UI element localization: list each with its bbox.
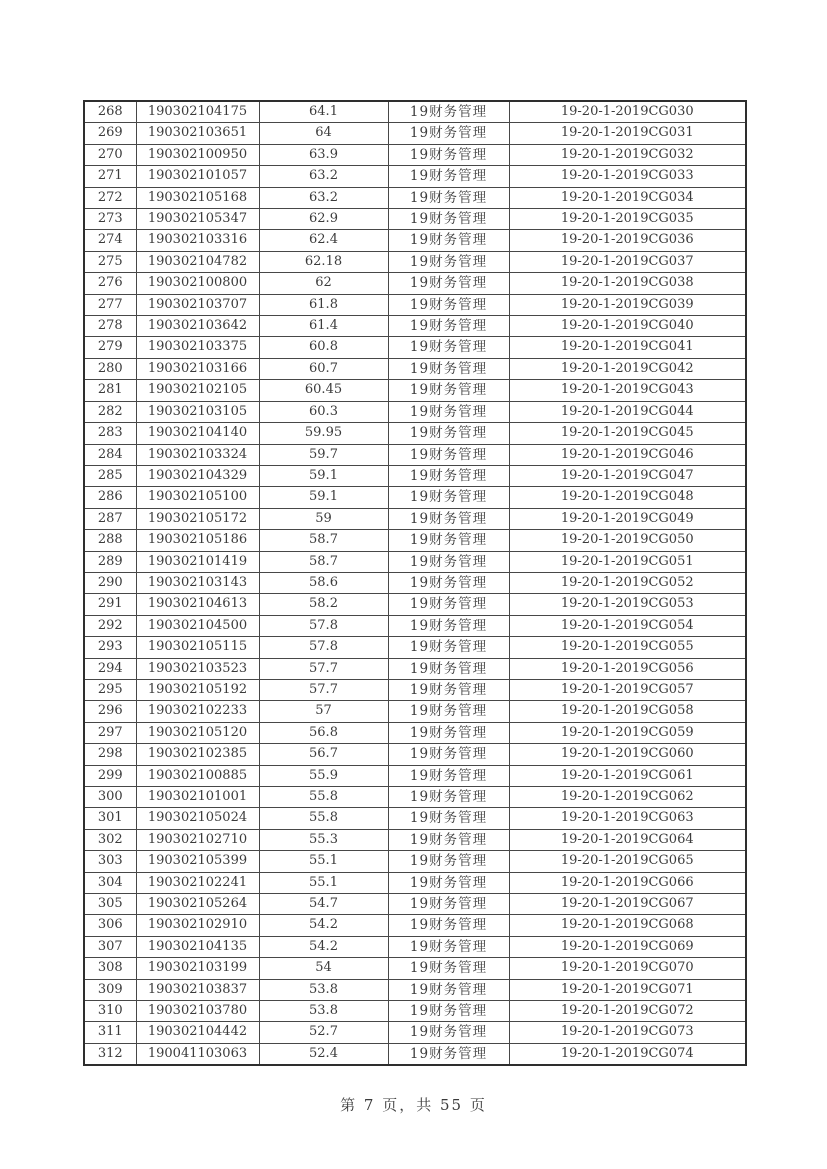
table-row	[84, 551, 746, 572]
cell-student-id: 190302104500	[136, 615, 259, 636]
cell-score: 58.2	[259, 594, 388, 615]
cell-row-number: 288	[84, 530, 136, 551]
cell-course-code: 19-20-1-2019CG037	[509, 251, 746, 272]
table-row	[84, 209, 746, 230]
cell-course-code: 19-20-1-2019CG072	[509, 1001, 746, 1022]
table-row	[84, 679, 746, 700]
cell-student-id: 190302104140	[136, 423, 259, 444]
cell-class-name: 19财务管理	[388, 101, 509, 123]
cell-row-number: 302	[84, 829, 136, 850]
table-row	[84, 572, 746, 593]
cell-score: 55.3	[259, 829, 388, 850]
cell-course-code: 19-20-1-2019CG041	[509, 337, 746, 358]
cell-class-name: 19财务管理	[388, 530, 509, 551]
cell-student-id: 190302104329	[136, 465, 259, 486]
cell-class-name: 19财务管理	[388, 1001, 509, 1022]
table-row	[84, 851, 746, 872]
cell-student-id: 190302105399	[136, 851, 259, 872]
cell-row-number: 303	[84, 851, 136, 872]
cell-row-number: 311	[84, 1022, 136, 1043]
cell-score: 56.8	[259, 722, 388, 743]
cell-course-code: 19-20-1-2019CG035	[509, 209, 746, 230]
table-row	[84, 594, 746, 615]
cell-score: 61.8	[259, 294, 388, 315]
table-row	[84, 530, 746, 551]
cell-class-name: 19财务管理	[388, 465, 509, 486]
cell-student-id: 190302102385	[136, 744, 259, 765]
cell-row-number: 290	[84, 572, 136, 593]
cell-score: 60.3	[259, 401, 388, 422]
cell-row-number: 306	[84, 915, 136, 936]
cell-score: 59	[259, 508, 388, 529]
cell-class-name: 19财务管理	[388, 658, 509, 679]
cell-score: 54.2	[259, 915, 388, 936]
cell-class-name: 19财务管理	[388, 209, 509, 230]
cell-class-name: 19财务管理	[388, 508, 509, 529]
cell-class-name: 19财务管理	[388, 230, 509, 251]
cell-class-name: 19财务管理	[388, 551, 509, 572]
cell-row-number: 269	[84, 123, 136, 144]
cell-course-code: 19-20-1-2019CG066	[509, 872, 746, 893]
cell-student-id: 190302104175	[136, 101, 259, 123]
cell-class-name: 19财务管理	[388, 872, 509, 893]
table-row	[84, 701, 746, 722]
cell-student-id: 190302103642	[136, 316, 259, 337]
cell-course-code: 19-20-1-2019CG056	[509, 658, 746, 679]
cell-row-number: 293	[84, 637, 136, 658]
table-row	[84, 637, 746, 658]
table-row	[84, 187, 746, 208]
cell-class-name: 19财务管理	[388, 679, 509, 700]
cell-student-id: 190302100800	[136, 273, 259, 294]
cell-course-code: 19-20-1-2019CG045	[509, 423, 746, 444]
cell-student-id: 190302105264	[136, 894, 259, 915]
cell-student-id: 190302103651	[136, 123, 259, 144]
cell-course-code: 19-20-1-2019CG051	[509, 551, 746, 572]
cell-student-id: 190302105024	[136, 808, 259, 829]
cell-student-id: 190302103837	[136, 979, 259, 1000]
cell-row-number: 279	[84, 337, 136, 358]
cell-course-code: 19-20-1-2019CG040	[509, 316, 746, 337]
cell-student-id: 190302103375	[136, 337, 259, 358]
cell-row-number: 280	[84, 358, 136, 379]
cell-score: 60.8	[259, 337, 388, 358]
table-row	[84, 251, 746, 272]
cell-class-name: 19财务管理	[388, 444, 509, 465]
cell-score: 55.1	[259, 851, 388, 872]
cell-score: 57	[259, 701, 388, 722]
results-table-body	[84, 101, 746, 1065]
cell-class-name: 19财务管理	[388, 936, 509, 957]
cell-row-number: 287	[84, 508, 136, 529]
table-row	[84, 765, 746, 786]
cell-student-id: 190302102105	[136, 380, 259, 401]
cell-class-name: 19财务管理	[388, 894, 509, 915]
cell-student-id: 190302105168	[136, 187, 259, 208]
cell-score: 60.7	[259, 358, 388, 379]
cell-class-name: 19财务管理	[388, 851, 509, 872]
cell-course-code: 19-20-1-2019CG031	[509, 123, 746, 144]
cell-row-number: 272	[84, 187, 136, 208]
table-row	[84, 958, 746, 979]
table-row	[84, 915, 746, 936]
cell-score: 62.18	[259, 251, 388, 272]
cell-class-name: 19财务管理	[388, 701, 509, 722]
cell-score: 55.8	[259, 787, 388, 808]
cell-student-id: 190302101001	[136, 787, 259, 808]
cell-class-name: 19财务管理	[388, 915, 509, 936]
cell-row-number: 291	[84, 594, 136, 615]
cell-course-code: 19-20-1-2019CG074	[509, 1043, 746, 1065]
cell-course-code: 19-20-1-2019CG050	[509, 530, 746, 551]
cell-student-id: 190302100885	[136, 765, 259, 786]
table-row	[84, 101, 746, 123]
cell-row-number: 268	[84, 101, 136, 123]
table-row	[84, 508, 746, 529]
cell-course-code: 19-20-1-2019CG058	[509, 701, 746, 722]
table-row	[84, 230, 746, 251]
cell-score: 55.8	[259, 808, 388, 829]
cell-course-code: 19-20-1-2019CG070	[509, 958, 746, 979]
cell-student-id: 190302102910	[136, 915, 259, 936]
table-row	[84, 1043, 746, 1065]
cell-class-name: 19财务管理	[388, 401, 509, 422]
cell-class-name: 19财务管理	[388, 144, 509, 165]
cell-student-id: 190302105347	[136, 209, 259, 230]
cell-course-code: 19-20-1-2019CG048	[509, 487, 746, 508]
cell-class-name: 19财务管理	[388, 615, 509, 636]
cell-course-code: 19-20-1-2019CG046	[509, 444, 746, 465]
cell-class-name: 19财务管理	[388, 251, 509, 272]
cell-student-id: 190302105115	[136, 637, 259, 658]
cell-class-name: 19财务管理	[388, 1043, 509, 1065]
cell-class-name: 19财务管理	[388, 744, 509, 765]
table-row	[84, 1022, 746, 1043]
cell-class-name: 19财务管理	[388, 273, 509, 294]
table-row	[84, 273, 746, 294]
cell-course-code: 19-20-1-2019CG038	[509, 273, 746, 294]
cell-course-code: 19-20-1-2019CG039	[509, 294, 746, 315]
cell-class-name: 19财务管理	[388, 316, 509, 337]
cell-course-code: 19-20-1-2019CG060	[509, 744, 746, 765]
table-row	[84, 401, 746, 422]
cell-class-name: 19财务管理	[388, 808, 509, 829]
cell-score: 57.8	[259, 637, 388, 658]
cell-score: 63.2	[259, 187, 388, 208]
cell-course-code: 19-20-1-2019CG032	[509, 144, 746, 165]
cell-score: 61.4	[259, 316, 388, 337]
cell-course-code: 19-20-1-2019CG064	[509, 829, 746, 850]
table-row	[84, 166, 746, 187]
cell-course-code: 19-20-1-2019CG047	[509, 465, 746, 486]
page-footer: 第 7 页，共 55 页	[340, 1096, 487, 1114]
cell-student-id: 190302103707	[136, 294, 259, 315]
cell-row-number: 289	[84, 551, 136, 572]
cell-course-code: 19-20-1-2019CG043	[509, 380, 746, 401]
table-row	[84, 123, 746, 144]
cell-row-number: 278	[84, 316, 136, 337]
cell-row-number: 282	[84, 401, 136, 422]
cell-score: 64.1	[259, 101, 388, 123]
cell-student-id: 190041103063	[136, 1043, 259, 1065]
cell-score: 54.2	[259, 936, 388, 957]
table-row	[84, 444, 746, 465]
cell-class-name: 19财务管理	[388, 787, 509, 808]
cell-class-name: 19财务管理	[388, 958, 509, 979]
cell-row-number: 273	[84, 209, 136, 230]
cell-score: 57.7	[259, 679, 388, 700]
results-table	[83, 100, 747, 1066]
cell-row-number: 281	[84, 380, 136, 401]
cell-course-code: 19-20-1-2019CG030	[509, 101, 746, 123]
cell-course-code: 19-20-1-2019CG065	[509, 851, 746, 872]
cell-score: 62.9	[259, 209, 388, 230]
cell-score: 59.1	[259, 487, 388, 508]
cell-row-number: 312	[84, 1043, 136, 1065]
table-row	[84, 787, 746, 808]
cell-score: 54.7	[259, 894, 388, 915]
cell-score: 59.7	[259, 444, 388, 465]
table-row	[84, 936, 746, 957]
cell-course-code: 19-20-1-2019CG068	[509, 915, 746, 936]
cell-score: 52.7	[259, 1022, 388, 1043]
cell-row-number: 305	[84, 894, 136, 915]
cell-student-id: 190302103143	[136, 572, 259, 593]
cell-score: 63.2	[259, 166, 388, 187]
cell-row-number: 307	[84, 936, 136, 957]
table-row	[84, 615, 746, 636]
cell-score: 58.7	[259, 530, 388, 551]
cell-student-id: 190302105100	[136, 487, 259, 508]
table-row	[84, 979, 746, 1000]
cell-student-id: 190302101057	[136, 166, 259, 187]
cell-student-id: 190302102241	[136, 872, 259, 893]
table-row	[84, 358, 746, 379]
cell-student-id: 190302103166	[136, 358, 259, 379]
cell-course-code: 19-20-1-2019CG055	[509, 637, 746, 658]
table-row	[84, 722, 746, 743]
cell-row-number: 284	[84, 444, 136, 465]
table-row	[84, 894, 746, 915]
cell-class-name: 19财务管理	[388, 594, 509, 615]
cell-row-number: 309	[84, 979, 136, 1000]
table-row	[84, 808, 746, 829]
cell-course-code: 19-20-1-2019CG059	[509, 722, 746, 743]
cell-score: 62	[259, 273, 388, 294]
cell-course-code: 19-20-1-2019CG073	[509, 1022, 746, 1043]
table-row	[84, 380, 746, 401]
cell-student-id: 190302104613	[136, 594, 259, 615]
cell-class-name: 19财务管理	[388, 637, 509, 658]
cell-score: 64	[259, 123, 388, 144]
cell-score: 58.7	[259, 551, 388, 572]
cell-class-name: 19财务管理	[388, 572, 509, 593]
cell-course-code: 19-20-1-2019CG044	[509, 401, 746, 422]
cell-row-number: 296	[84, 701, 136, 722]
table-row	[84, 744, 746, 765]
cell-row-number: 308	[84, 958, 136, 979]
cell-score: 53.8	[259, 1001, 388, 1022]
cell-class-name: 19财务管理	[388, 487, 509, 508]
cell-course-code: 19-20-1-2019CG054	[509, 615, 746, 636]
cell-score: 60.45	[259, 380, 388, 401]
cell-course-code: 19-20-1-2019CG067	[509, 894, 746, 915]
cell-student-id: 190302100950	[136, 144, 259, 165]
cell-student-id: 190302105186	[136, 530, 259, 551]
cell-score: 55.9	[259, 765, 388, 786]
cell-course-code: 19-20-1-2019CG053	[509, 594, 746, 615]
cell-score: 58.6	[259, 572, 388, 593]
table-row	[84, 294, 746, 315]
cell-score: 57.8	[259, 615, 388, 636]
cell-row-number: 310	[84, 1001, 136, 1022]
cell-class-name: 19财务管理	[388, 380, 509, 401]
cell-score: 52.4	[259, 1043, 388, 1065]
table-row	[84, 465, 746, 486]
cell-class-name: 19财务管理	[388, 722, 509, 743]
cell-class-name: 19财务管理	[388, 166, 509, 187]
table-row	[84, 1001, 746, 1022]
cell-student-id: 190302101419	[136, 551, 259, 572]
cell-row-number: 271	[84, 166, 136, 187]
cell-class-name: 19财务管理	[388, 979, 509, 1000]
cell-course-code: 19-20-1-2019CG036	[509, 230, 746, 251]
table-row	[84, 658, 746, 679]
cell-student-id: 190302104135	[136, 936, 259, 957]
cell-row-number: 285	[84, 465, 136, 486]
cell-course-code: 19-20-1-2019CG057	[509, 679, 746, 700]
cell-class-name: 19财务管理	[388, 1022, 509, 1043]
cell-student-id: 190302105172	[136, 508, 259, 529]
table-row	[84, 423, 746, 444]
cell-course-code: 19-20-1-2019CG061	[509, 765, 746, 786]
cell-student-id: 190302104442	[136, 1022, 259, 1043]
cell-student-id: 190302103324	[136, 444, 259, 465]
cell-row-number: 298	[84, 744, 136, 765]
cell-class-name: 19财务管理	[388, 123, 509, 144]
cell-row-number: 300	[84, 787, 136, 808]
cell-score: 59.95	[259, 423, 388, 444]
cell-course-code: 19-20-1-2019CG071	[509, 979, 746, 1000]
cell-student-id: 190302103199	[136, 958, 259, 979]
cell-course-code: 19-20-1-2019CG042	[509, 358, 746, 379]
cell-row-number: 270	[84, 144, 136, 165]
cell-class-name: 19财务管理	[388, 358, 509, 379]
cell-class-name: 19财务管理	[388, 765, 509, 786]
cell-class-name: 19财务管理	[388, 829, 509, 850]
cell-class-name: 19财务管理	[388, 294, 509, 315]
table-row	[84, 144, 746, 165]
cell-score: 57.7	[259, 658, 388, 679]
cell-score: 55.1	[259, 872, 388, 893]
cell-course-code: 19-20-1-2019CG069	[509, 936, 746, 957]
table-row	[84, 829, 746, 850]
cell-student-id: 190302105120	[136, 722, 259, 743]
table-row	[84, 337, 746, 358]
cell-class-name: 19财务管理	[388, 187, 509, 208]
cell-student-id: 190302102710	[136, 829, 259, 850]
cell-row-number: 274	[84, 230, 136, 251]
cell-class-name: 19财务管理	[388, 423, 509, 444]
table-row	[84, 487, 746, 508]
cell-score: 56.7	[259, 744, 388, 765]
cell-score: 63.9	[259, 144, 388, 165]
cell-course-code: 19-20-1-2019CG049	[509, 508, 746, 529]
cell-row-number: 286	[84, 487, 136, 508]
cell-student-id: 190302103316	[136, 230, 259, 251]
cell-course-code: 19-20-1-2019CG063	[509, 808, 746, 829]
cell-score: 62.4	[259, 230, 388, 251]
cell-row-number: 301	[84, 808, 136, 829]
cell-row-number: 295	[84, 679, 136, 700]
cell-student-id: 190302105192	[136, 679, 259, 700]
cell-row-number: 277	[84, 294, 136, 315]
cell-student-id: 190302103105	[136, 401, 259, 422]
cell-student-id: 190302103523	[136, 658, 259, 679]
table-row	[84, 316, 746, 337]
cell-student-id: 190302104782	[136, 251, 259, 272]
cell-score: 59.1	[259, 465, 388, 486]
cell-row-number: 276	[84, 273, 136, 294]
cell-row-number: 283	[84, 423, 136, 444]
cell-score: 53.8	[259, 979, 388, 1000]
cell-row-number: 294	[84, 658, 136, 679]
cell-row-number: 304	[84, 872, 136, 893]
table-row	[84, 872, 746, 893]
cell-course-code: 19-20-1-2019CG034	[509, 187, 746, 208]
cell-student-id: 190302103780	[136, 1001, 259, 1022]
cell-row-number: 297	[84, 722, 136, 743]
cell-row-number: 275	[84, 251, 136, 272]
cell-course-code: 19-20-1-2019CG033	[509, 166, 746, 187]
cell-score: 54	[259, 958, 388, 979]
cell-student-id: 190302102233	[136, 701, 259, 722]
cell-row-number: 299	[84, 765, 136, 786]
cell-class-name: 19财务管理	[388, 337, 509, 358]
cell-course-code: 19-20-1-2019CG052	[509, 572, 746, 593]
cell-course-code: 19-20-1-2019CG062	[509, 787, 746, 808]
cell-row-number: 292	[84, 615, 136, 636]
